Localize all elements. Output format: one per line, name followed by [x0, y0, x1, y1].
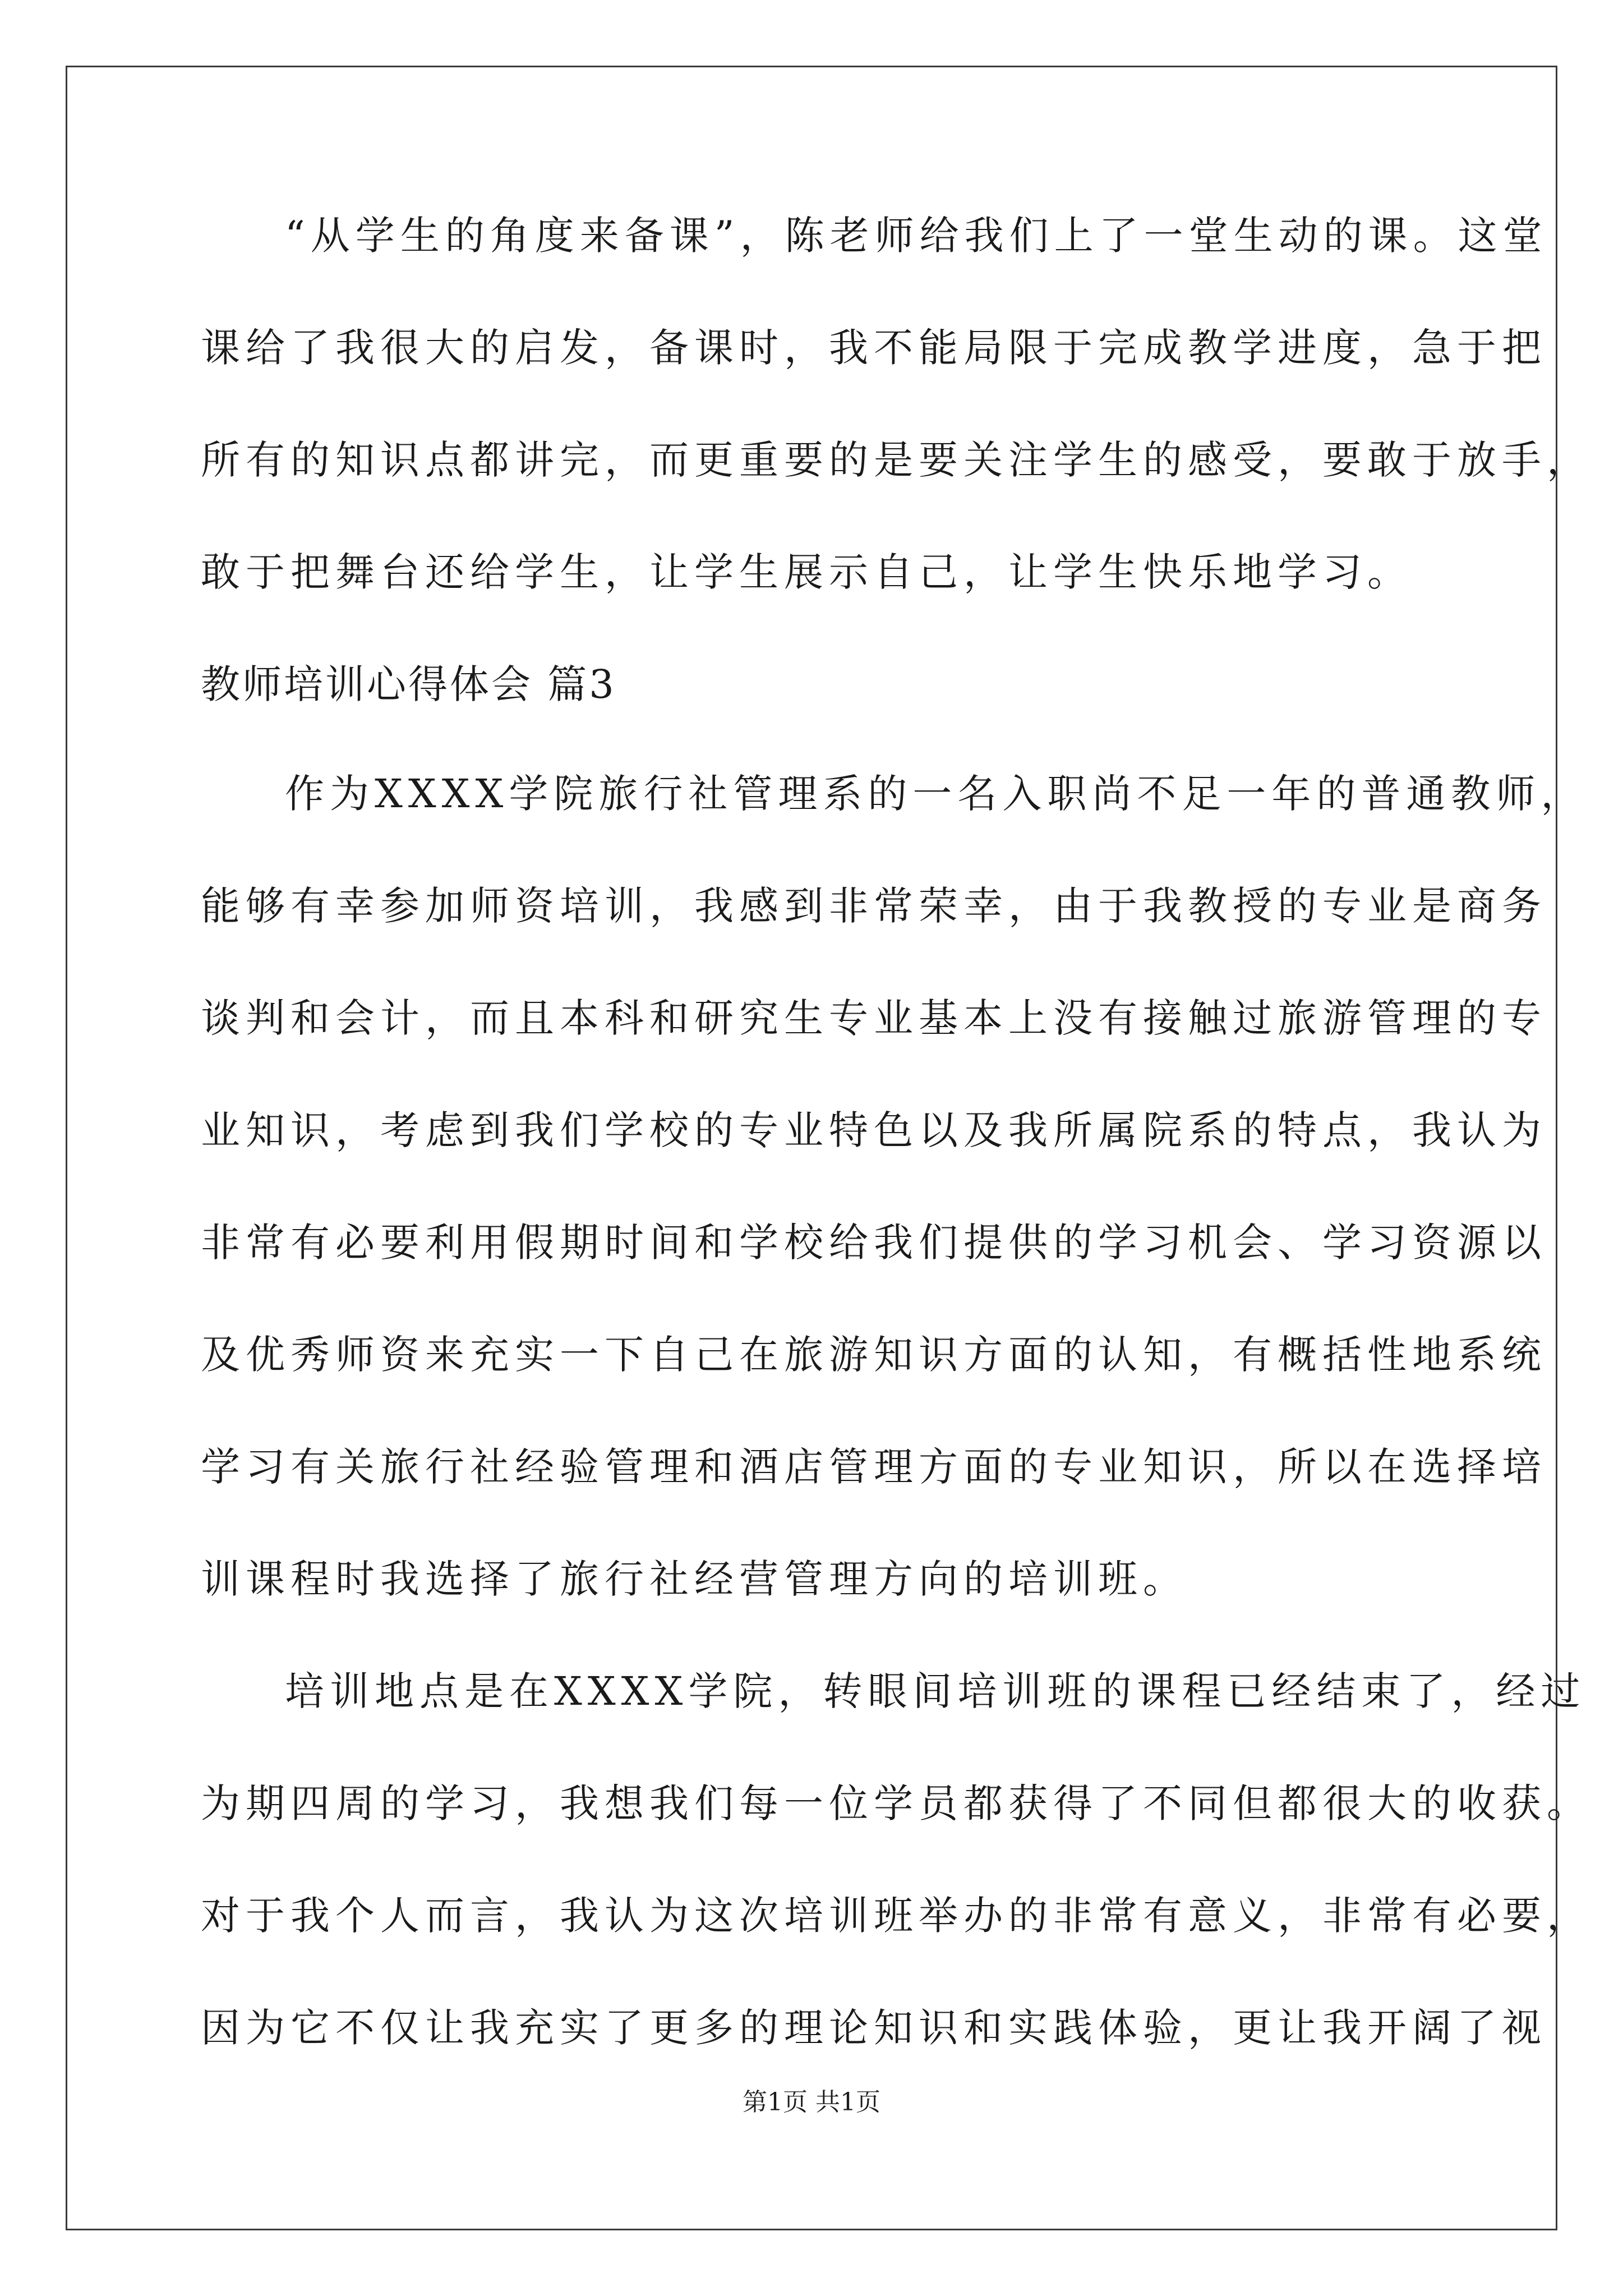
- paragraph-line: 敢于把舞台还给学生，让学生展示自己，让学生快乐地学习。: [201, 549, 1412, 595]
- paragraph-line: 学习有关旅行社经验管理和酒店管理方面的专业知识，所以在选择培: [201, 1444, 1547, 1490]
- paragraph-line: 及优秀师资来充实一下自己在旅游知识方面的认知，有概括性地系统: [201, 1332, 1547, 1378]
- paragraph-line: “从学生的角度来备课”，陈老师给我们上了一堂生动的课。这堂: [285, 213, 1548, 259]
- paragraph-line: 训课程时我选择了旅行社经营管理方向的培训班。: [201, 1556, 1188, 1602]
- paragraph-line: 课给了我很大的启发，备课时，我不能局限于完成教学进度，急于把: [201, 325, 1547, 371]
- paragraph-line: 因为它不仅让我充实了更多的理论知识和实践体验，更让我开阔了视: [201, 2005, 1547, 2051]
- section-heading: 教师培训心得体会 篇3: [201, 661, 616, 707]
- paragraph-line: 谈判和会计，而且本科和研究生专业基本上没有接触过旅游管理的专: [201, 995, 1547, 1041]
- page-number-footer: 第1页 共1页: [743, 2088, 880, 2116]
- paragraph-line: 作为XXXX学院旅行社管理系的一名入职尚不足一年的普通教师，: [285, 771, 1586, 817]
- paragraph-line: 所有的知识点都讲完，而更重要的是要关注学生的感受，要敢于放手，: [201, 437, 1592, 483]
- paragraph-line: 能够有幸参加师资培训，我感到非常荣幸，由于我教授的专业是商务: [201, 883, 1547, 929]
- paragraph-line: 非常有必要利用假期时间和学校给我们提供的学习机会、学习资源以: [201, 1220, 1547, 1266]
- paragraph-line: 对于我个人而言，我认为这次培训班举办的非常有意义，非常有必要，: [201, 1893, 1592, 1939]
- paragraph-line: 为期四周的学习，我想我们每一位学员都获得了不同但都很大的收获。: [201, 1780, 1592, 1826]
- paragraph-line: 培训地点是在XXXX学院，转眼间培训班的课程已经结束了，经过: [285, 1668, 1586, 1714]
- paragraph-line: 业知识，考虑到我们学校的专业特色以及我所属院系的特点，我认为: [201, 1107, 1547, 1153]
